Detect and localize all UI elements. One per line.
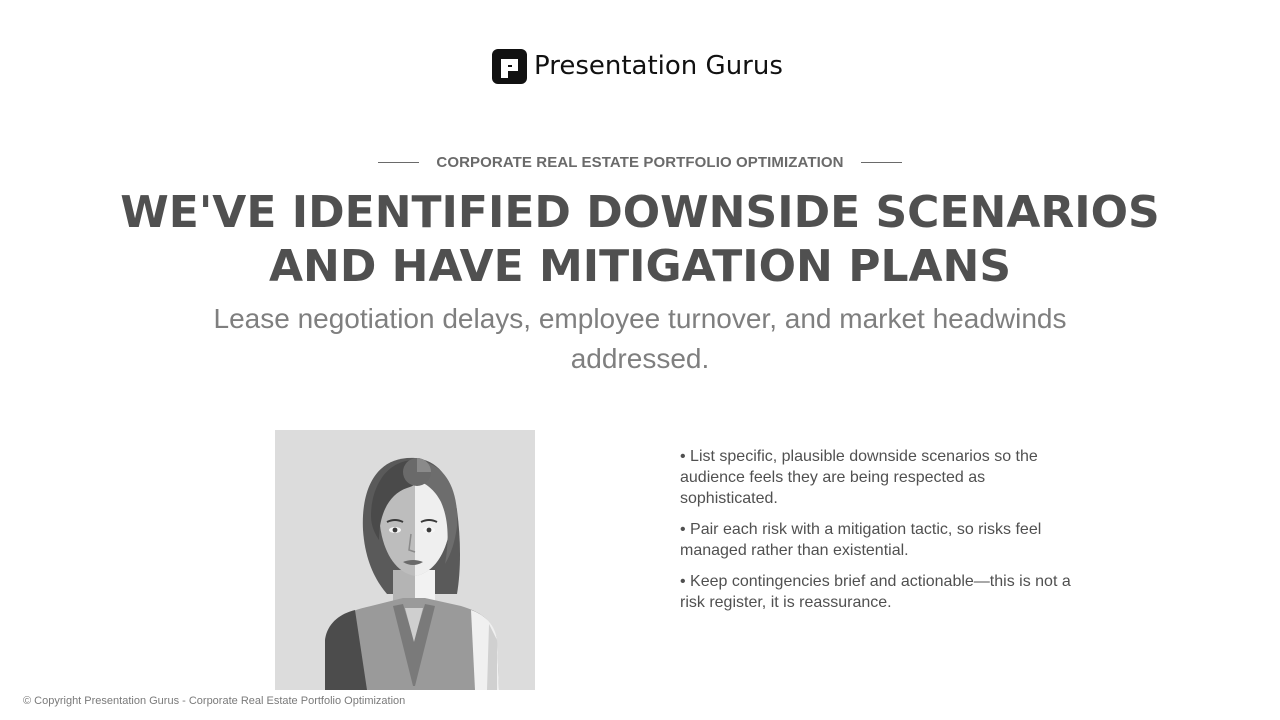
section-eyebrow	[0, 152, 1280, 172]
logo-mark-icon	[492, 49, 527, 84]
slide-subtitle: Lease negotiation delays, employee turnover, and market headwinds addressed.	[213, 303, 1067, 374]
bullet-list	[680, 446, 1080, 623]
woman-portrait-icon	[275, 430, 535, 690]
eyebrow-divider-left	[378, 162, 419, 163]
list-item: • Pair each risk with a mitigation tactic, so risks feel managed rather than existential.	[680, 521, 1042, 559]
list-item: • Keep contingencies brief and actionable—this is not a risk register, it is reassurance.	[680, 573, 1071, 611]
portrait-illustration	[275, 430, 535, 690]
slide-title: WE'VE IDENTIFIED DOWNSIDE SCENARIOS AND HAVE MITIGATION PLANS	[120, 187, 1160, 292]
brand-name: Presentation Gurus	[534, 51, 783, 81]
eyebrow-label: CORPORATE REAL ESTATE PORTFOLIO OPTIMIZATION	[436, 153, 844, 171]
list-item: • List specific, plausible downside scenarios so the audience feels they are being respected as sophisticated.	[680, 448, 1038, 507]
eyebrow-divider-right	[861, 162, 902, 163]
copyright-footer: © Copyright Presentation Gurus - Corporate Real Estate Portfolio Optimization	[23, 695, 406, 707]
brand-logo	[492, 48, 783, 84]
